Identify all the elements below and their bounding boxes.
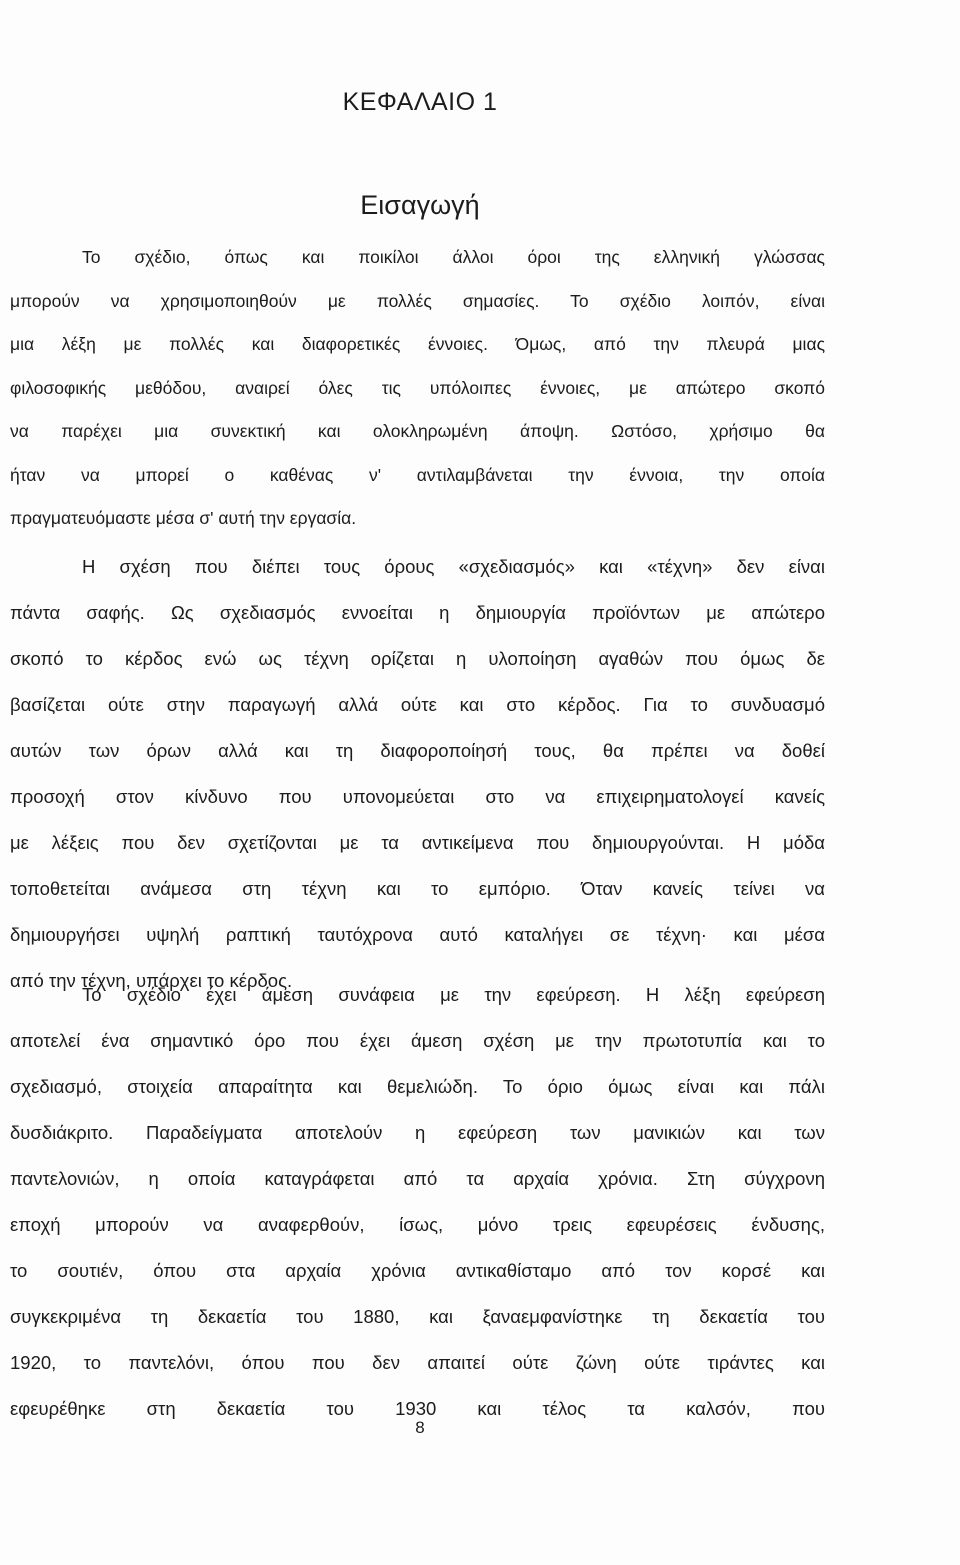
text-line: συγκεκριμένα τη δεκαετία του 1880, και ξαναεμφανίστηκε τη δεκαετία του [10,1306,825,1327]
text-line: φιλοσοφικής μεθόδου, αναιρεί όλες τις υπόλοιπες έννοιες, με απώτερο σκοπό [10,377,825,398]
text-line: αποτελεί ένα σημαντικό όρο που έχει άμεση σχέση με την πρωτοτυπία και το [10,1030,825,1051]
text-line: βασίζεται ούτε στην παραγωγή αλλά ούτε και στο κέρδος. Για το συνδυασμό [10,694,825,715]
text-line: Η σχέση που διέπει τους όρους «σχεδιασμός» και «τέχνη» δεν είναι [82,556,825,577]
text-line: προσοχή στον κίνδυνο που υπονομεύεται στο να επιχειρηματολογεί κανείς [10,786,825,807]
text-line: να παρέχει μια συνεκτική και ολοκληρωμένη άποψη. Ωστόσο, χρήσιμο θα [10,421,825,441]
text-line: 1920, το παντελόνι, όπου που δεν απαιτεί ούτε ζώνη ούτε τιράντες και [10,1352,825,1373]
text-line: από την τέχνη, υπάρχει το κέρδος. [10,970,293,991]
text-line: παντελονιών, η οποία καταγράφεται από τα αρχαία χρόνια. Στη σύγχρονη [10,1168,825,1189]
text-line: δυσδιάκριτο. Παραδείγματα αποτελούν η εφεύρεση των μανικιών και των [10,1122,825,1143]
text-line: εποχή μπορούν να αναφερθούν, ίσως, μόνο τρεις εφευρέσεις ένδυσης, [10,1214,825,1235]
paragraph-2 [10,544,825,1004]
text-line: Το σχέδιο έχει άμεση συνάφεια με την εφεύρεση. Η λέξη εφεύρεση [82,984,825,1005]
text-line: το σουτιέν, όπου στα αρχαία χρόνια αντικαθίσταμο από τον κορσέ και [10,1260,825,1281]
page-number: 8 [415,1418,425,1437]
text-line: με λέξεις που δεν σχετίζονται με τα αντικείμενα που δημιουργούνται. Η μόδα [10,832,825,853]
text-line: δημιουργήσει υψηλή ραπτική ταυτόχρονα αυτό καταλήγει σε τέχνη· και μέσα [10,924,825,945]
text-line: σχεδιασμό, στοιχεία απαραίτητα και θεμελιώδη. Το όριο όμως είναι και πάλι [10,1076,825,1097]
text-line: τοποθετείται ανάμεσα στη τέχνη και το εμπόριο. Όταν κανείς τείνει να [10,878,825,899]
text-line: Το σχέδιο, όπως και ποικίλοι άλλοι όροι της ελληνική γλώσσας [82,247,825,267]
section-heading: Εισαγωγή [360,190,480,220]
paragraph-3 [10,972,825,1432]
text-line: εφευρέθηκε στη δεκαετία του 1930 και τέλος τα καλσόν, που [10,1398,825,1419]
text-line: σκοπό το κέρδος ενώ ως τέχνη ορίζεται η υλοποίηση αγαθών που όμως δε [10,648,825,669]
chapter-heading: ΚΕΦΑΛΑΙΟ 1 [342,88,498,116]
text-line: πάντα σαφής. Ως σχεδιασμός εννοείται η δημιουργία προϊόντων με απώτερο [10,602,825,623]
text-line: μπορούν να χρησιμοποιηθούν με πολλές σημασίες. Το σχέδιο λοιπόν, είναι [10,290,825,311]
text-line: αυτών των όρων αλλά και τη διαφοροποίησή τους, θα πρέπει να δοθεί [10,740,825,761]
text-line: πραγματευόμαστε μέσα σ' αυτή την εργασία. [10,508,357,528]
text-line: ήταν να μπορεί ο καθένας ν' αντιλαμβάνεται την έννοια, την οποία [10,464,825,485]
text-line: μια λέξη με πολλές και διαφορετικές έννοιες. Όμως, από την πλευρά μιας [10,334,825,354]
paragraph-1 [10,236,825,541]
